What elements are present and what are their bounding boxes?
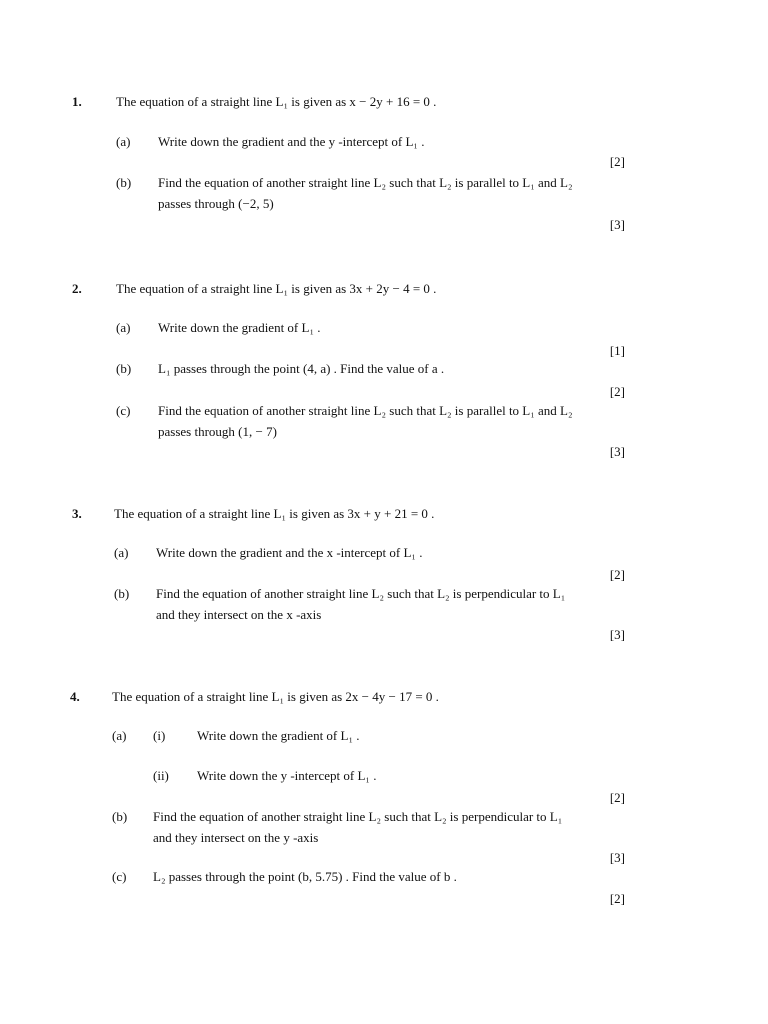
question-2b-text: L₁ passes through the point (4, a) . Find the value of a .	[158, 361, 445, 376]
question-4b-text-line2: and they intersect on the y -axis	[153, 830, 319, 845]
question-1b-marks: [3]	[609, 217, 625, 232]
question-4b-label: (b)	[112, 809, 128, 824]
question-4c-label: (c)	[112, 869, 127, 884]
question-4c-marks: [2]	[609, 891, 625, 906]
question-3a-marks: [2]	[609, 567, 625, 582]
question-3b-text-line1: Find the equation of another straight line L₂ such that L₂ is perpendicular to L₁	[156, 586, 566, 601]
question-3b-marks: [3]	[609, 627, 625, 642]
question-1b-label: (b)	[116, 175, 132, 190]
question-1b-text-line2: passes through (−2, 5)	[158, 196, 274, 211]
question-2-stem: The equation of a straight line L₁ is given as 3x + 2y − 4 = 0 .	[116, 281, 437, 296]
question-4b-text-line1: Find the equation of another straight line L₂ such that L₂ is perpendicular to L₁	[153, 809, 563, 824]
question-3a-label: (a)	[114, 545, 129, 560]
question-4a-marks: [2]	[609, 790, 625, 805]
question-3-stem: The equation of a straight line L₁ is given as 3x + y + 21 = 0 .	[114, 506, 435, 521]
question-4a-ii-label: (ii)	[153, 768, 169, 783]
question-3a-text: Write down the gradient and the x -intercept of L₁ .	[156, 545, 423, 560]
question-2c-text-line1: Find the equation of another straight line L₂ such that L₂ is parallel to L₁ and L₂	[158, 403, 573, 418]
question-2c-marks: [3]	[609, 444, 625, 459]
question-4-stem: The equation of a straight line L₁ is given as 2x − 4y − 17 = 0 .	[112, 689, 439, 704]
question-4a-ii-text: Write down the y -intercept of L₁ .	[197, 768, 377, 783]
question-4c-text: L₂ passes through the point (b, 5.75) . Find the value of b .	[153, 869, 457, 884]
question-1a-label: (a)	[116, 134, 131, 149]
question-2b-label: (b)	[116, 361, 132, 376]
question-1-number: 1.	[72, 94, 82, 109]
question-2a-marks: [1]	[609, 343, 625, 358]
question-4b-marks: [3]	[609, 850, 625, 865]
question-2c-label: (c)	[116, 403, 131, 418]
question-2a-text: Write down the gradient of L₁ .	[158, 320, 321, 335]
question-1a-text: Write down the gradient and the y -intercept of L₁ .	[158, 134, 425, 149]
question-1-stem: The equation of a straight line L₁ is given as x − 2y + 16 = 0 .	[116, 94, 437, 109]
question-2b-marks: [2]	[609, 384, 625, 399]
question-3b-text-line2: and they intersect on the x -axis	[156, 607, 322, 622]
question-4a-i-text: Write down the gradient of L₁ .	[197, 728, 360, 743]
question-2a-label: (a)	[116, 320, 131, 335]
question-3b-label: (b)	[114, 586, 130, 601]
question-2c-text-line2: passes through (1, − 7)	[158, 424, 277, 439]
question-1b-text-line1: Find the equation of another straight line L₂ such that L₂ is parallel to L₁ and L₂	[158, 175, 573, 190]
question-2-number: 2.	[72, 281, 82, 296]
question-4a-label: (a)	[112, 728, 127, 743]
question-4-number: 4.	[70, 689, 80, 704]
question-1a-marks: [2]	[609, 154, 625, 169]
question-3-number: 3.	[72, 506, 82, 521]
question-4a-i-label: (i)	[153, 728, 166, 743]
